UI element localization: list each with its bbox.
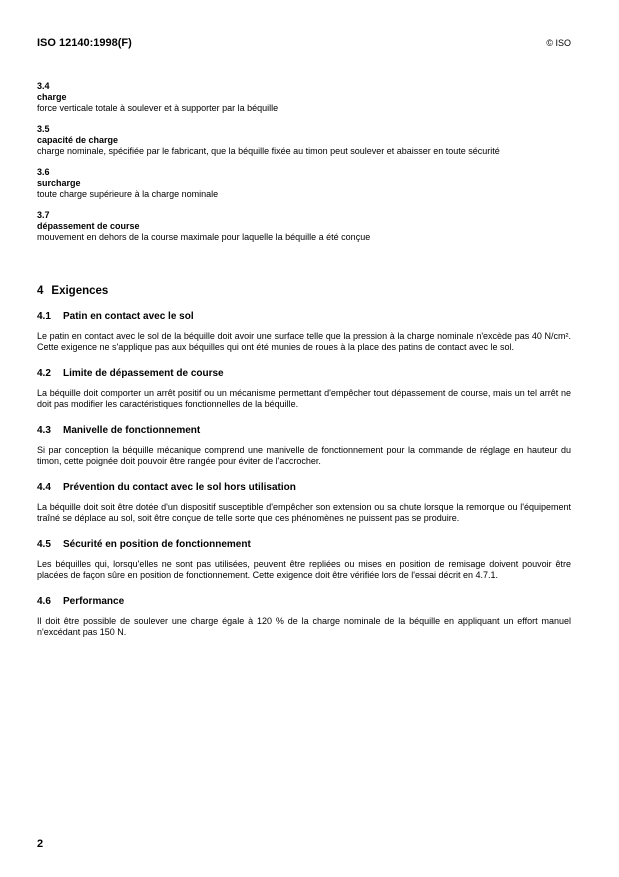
- subclause-4-5: [37, 539, 571, 581]
- page-content: [37, 81, 571, 653]
- subclause-text: Le patin en contact avec le sol de la béquille doit avoir une surface telle que la pression à la charge nominale n'excède pas 40 N/cm². Cette exigence ne s'applique pas aux béquilles qui ont été munies de roues à la place des patins de contact avec le sol.: [37, 331, 571, 352]
- definition-3-4: [37, 81, 571, 114]
- subclause-heading: [37, 539, 571, 550]
- subclause-title: Sécurité en position de fonctionnement: [63, 539, 251, 550]
- definition-term: dépassement de course: [37, 221, 140, 231]
- page-number: 2: [37, 838, 44, 850]
- definition-number: 3.5: [37, 124, 50, 134]
- subclause-4-2: [37, 368, 571, 410]
- subclause-heading: [37, 311, 571, 322]
- subclause-heading: [37, 368, 571, 379]
- subclause-number: 4.4: [37, 482, 51, 493]
- clause-title: Exigences: [51, 285, 109, 297]
- subclause-title: Performance: [63, 596, 125, 607]
- subclause-title: Patin en contact avec le sol: [63, 311, 194, 322]
- subclause-title: Limite de dépassement de course: [63, 368, 224, 379]
- subclause-heading: [37, 482, 571, 493]
- standard-reference: ISO 12140:1998(F): [37, 37, 132, 49]
- subclause-number: 4.6: [37, 596, 51, 607]
- definition-number: 3.7: [37, 210, 50, 220]
- subclause-heading: [37, 596, 571, 607]
- definition-number: 3.6: [37, 167, 50, 177]
- subclause-text: Si par conception la béquille mécanique comprend une manivelle de fonctionnement pour la commande de réglage en hauteur du timon, cette poignée doit pouvoir être rangée pour éviter de l'accrocher.: [37, 445, 571, 466]
- subclause-number: 4.3: [37, 425, 51, 436]
- subclause-number: 4.2: [37, 368, 51, 379]
- subclause-4-1: [37, 311, 571, 353]
- definition-text: charge nominale, spécifiée par le fabricant, que la béquille fixée au timon peut soulever et abaisser en toute sécurité: [37, 146, 500, 156]
- clause-number: 4: [37, 285, 44, 297]
- subclause-text: La béquille doit comporter un arrêt positif ou un mécanisme permettant d'empêcher tout dépassement de course, mais un tel arrêt ne doit pas modifier les caractéristiques fonctionnelles de la béquille.: [37, 388, 571, 409]
- definition-text: force verticale totale à soulever et à supporter par la béquille: [37, 103, 279, 113]
- definition-3-5: [37, 124, 571, 157]
- subclause-title: Manivelle de fonctionnement: [63, 425, 201, 436]
- definition-text: mouvement en dehors de la course maximale pour laquelle la béquille a été conçue: [37, 232, 371, 242]
- clause-heading: [37, 285, 571, 297]
- definition-3-7: [37, 210, 571, 243]
- definition-text: toute charge supérieure à la charge nominale: [37, 189, 219, 199]
- subclause-4-4: [37, 482, 571, 524]
- definition-term: capacité de charge: [37, 135, 119, 145]
- definition-term: surcharge: [37, 178, 81, 188]
- subclause-text: Les béquilles qui, lorsqu'elles ne sont pas utilisées, peuvent être repliées ou mises en position de remisage doivent pouvoir être placées de façon sûre en position de fonctionnement. Cette exigence doit être vérifiée lors de l'essai décrit en 4.7.1.: [37, 559, 571, 580]
- definition-number: 3.4: [37, 81, 50, 91]
- subclause-text: La béquille doit soit être dotée d'un dispositif susceptible d'empêcher son extension ou sa chute lorsque la remorque ou l'équipement traîné se déplace au sol, soit être conçue de telle sorte que ces phénomènes ne puissent pas se produire.: [37, 502, 571, 523]
- subclause-number: 4.1: [37, 311, 51, 322]
- definition-term: charge: [37, 92, 67, 102]
- subclause-title: Prévention du contact avec le sol hors utilisation: [63, 482, 296, 493]
- definition-3-6: [37, 167, 571, 200]
- subclause-heading: [37, 425, 571, 436]
- subclause-number: 4.5: [37, 539, 51, 550]
- subclause-text: Il doit être possible de soulever une charge égale à 120 % de la charge nominale de la béquille en appliquant un effort manuel n'excédant pas 150 N.: [37, 616, 571, 637]
- subclause-4-6: [37, 596, 571, 638]
- subclause-4-3: [37, 425, 571, 467]
- copyright-notice: © ISO: [546, 38, 571, 48]
